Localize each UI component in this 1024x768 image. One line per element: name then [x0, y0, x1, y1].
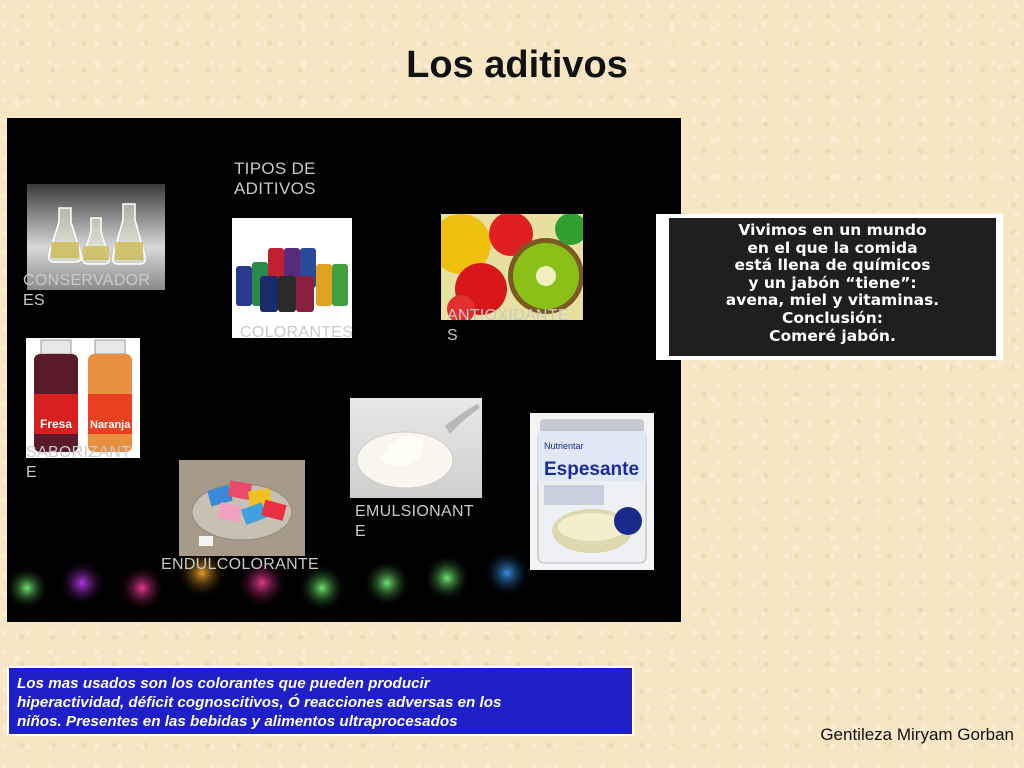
antioxidantes-image [441, 214, 583, 320]
quote-line: está llena de químicos [734, 256, 931, 275]
syrup-label-fresa: Fresa [40, 417, 73, 431]
info-note-box [7, 666, 634, 736]
syrup-label-naranja: Naranja [90, 419, 131, 431]
can-brand-text: Nutrientar [544, 441, 584, 451]
diagram-heading-line: TIPOS DE [234, 159, 316, 178]
diagram-heading-line: ADITIVOS [234, 179, 316, 198]
credit-text: Gentileza Miryam Gorban [820, 725, 1014, 744]
label-endulcolorante: ENDULCOLORANTE [161, 556, 320, 573]
label-saborizante: SABORIZANT [26, 444, 132, 461]
label-emulsionante: EMULSIONANT [355, 503, 474, 520]
label-conservadores: ES [23, 292, 45, 309]
can-name-text: Espesante [544, 459, 640, 480]
quote-line: en el que la comida [747, 238, 918, 257]
quote-line: Vivimos en un mundo [738, 221, 927, 239]
label-conservadores: CONSERVADOR [23, 272, 151, 289]
quote-line: y un jabón “tiene”: [748, 273, 917, 292]
label-colorantes: COLORANTES [240, 324, 354, 341]
note-line: Los mas usados son los colorantes que pueden producir [17, 675, 430, 692]
quote-line: avena, miel y vitaminas. [725, 291, 940, 310]
slide-title: Los aditivos [406, 44, 628, 86]
label-antioxidantes: ANTIOXIDANTE [447, 307, 569, 324]
note-line: hiperactividad, déficit cognoscitivos, Ó reacciones adversas en los [17, 694, 502, 711]
quote-line: Comeré jabón. [769, 326, 896, 345]
colorantes-image [232, 218, 352, 338]
additives-diagram-panel [7, 118, 681, 622]
endulcolorante-image [179, 460, 305, 556]
quote-text [669, 218, 996, 356]
quote-line: Conclusión: [781, 308, 883, 327]
label-saborizante: E [26, 464, 37, 481]
quote-card [656, 214, 1003, 360]
label-emulsionante: E [355, 523, 366, 540]
note-line: niños. Presentes en las bebidas y alimentos ultraprocesados [17, 713, 458, 730]
label-antioxidantes: S [447, 327, 458, 344]
saborizante-image [26, 338, 140, 458]
emulsionante-image [350, 398, 482, 498]
espesante-image [530, 413, 654, 570]
